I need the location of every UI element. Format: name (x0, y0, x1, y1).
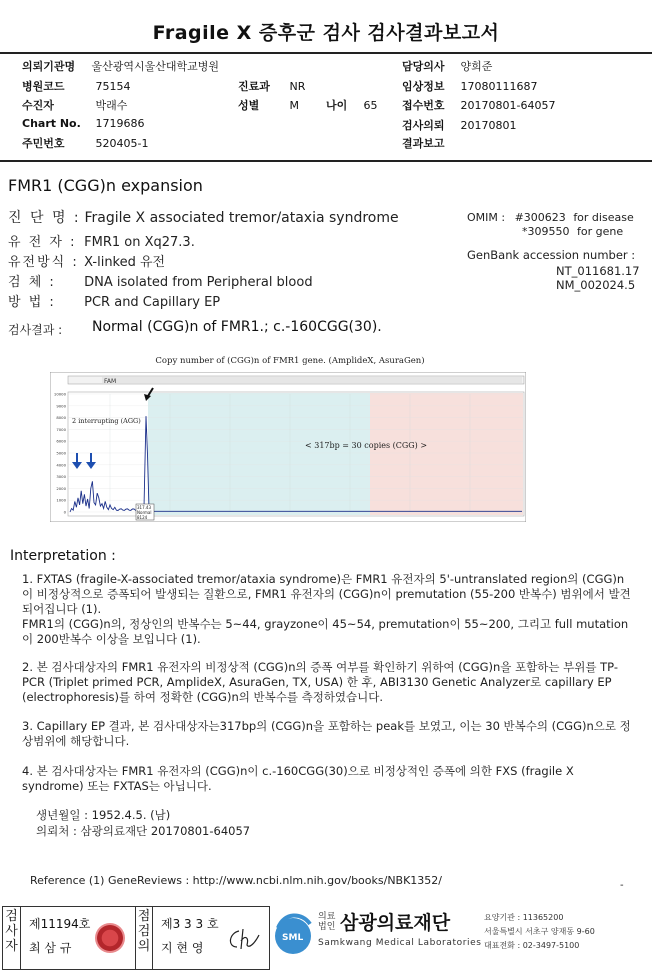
omim-disease (467, 211, 634, 224)
age-label: 나이 (326, 99, 348, 112)
header-dept (238, 78, 305, 94)
specimen-row (8, 271, 313, 290)
inheritance-row (8, 251, 165, 270)
interpretation-para-4 (22, 764, 634, 794)
org-phone: 대표전화 : 02-3497-5100 (484, 941, 580, 950)
chart-value: 1719686 (95, 117, 145, 130)
inheritance-value: X-linked 유전 (84, 255, 166, 270)
sex-value: M (289, 99, 299, 112)
interpretation-para-2 (22, 660, 634, 705)
header-doctor (402, 58, 492, 74)
genbank-nt: NT_011681.17 (556, 264, 640, 278)
org-name: 삼광의료재단 (340, 912, 451, 934)
institution-value: 울산광역시울산대학교병원 (91, 60, 220, 73)
header-clinical-info (402, 78, 537, 94)
sex-label: 성별 (238, 99, 260, 112)
section-title: FMR1 (CGG)n expansion (8, 176, 203, 195)
method-row (8, 291, 220, 310)
reviewer-label-char-1: 점 (137, 909, 151, 924)
omim-gene-id: *309550 (522, 225, 570, 238)
inspector-label-char-3: 자 (5, 939, 18, 954)
peak-label-bp: 317.43 (137, 505, 151, 510)
signature-box (2, 906, 270, 970)
clinical-info-value: 17080111687 (460, 80, 538, 93)
hospital-code-label: 병원코드 (22, 80, 65, 93)
reviewer-name: 지 현 영 (161, 941, 204, 955)
dept-value: NR (289, 80, 306, 93)
reviewer-signature-icon (225, 927, 261, 953)
inspector-license: 제11194호 (29, 917, 91, 931)
birth-date: 생년월일 : 1952.4.5. (남) (36, 808, 171, 822)
method-value: PCR and Capillary EP (84, 295, 221, 310)
inspector-seal-icon (95, 923, 125, 953)
y-tick-label: 1000 (56, 497, 66, 503)
reviewer-label-char-3: 의 (137, 939, 151, 954)
report-label: 결과보고 (402, 137, 445, 150)
y-tick-label: 7000 (56, 426, 66, 432)
gene-row (8, 231, 195, 250)
header-divider-bottom (0, 160, 652, 162)
interpretation-p3: 3. Capillary EP 결과, 본 검사대상자는317bp의 (CGG)n을 포함하는 peak를 보였고, 이는 30 반복수의 (CGG)n으로 정상범위에 해당합니다. (22, 719, 631, 748)
specimen-label: 검 체 : (8, 275, 56, 290)
y-tick-label: 0 (63, 509, 66, 515)
resident-label: 주민번호 (22, 137, 65, 150)
org-prefix-line-2: 법인 (318, 922, 336, 932)
institution-label: 의뢰기관명 (22, 60, 76, 73)
genbank-label: GenBank accession number : (467, 248, 636, 262)
diagnosis-row (8, 207, 399, 227)
interpretation-p1b: FMR1의 (CGG)n의, 정상인의 반복수는 5~44, grayzone이 45~54, premutation이 55~200, 그리고 full mutation이 200반복수 이상을 보입니다 (1). (22, 617, 629, 646)
specimen-value: DNA isolated from Peripheral blood (84, 275, 313, 290)
header-hospital-code (22, 78, 131, 94)
interpretation-p1a: 1. FXTAS (fragile-X-associated tremor/ataxia syndrome)은 FMR1 유전자의 5'-untranslated region의 (CGG)n 이 비정상적으로 증폭되어 발생되는 질환으로, FMR1 유전자의 (CGG)n이 premutation (55-200 반복수) 범위에서 발견되어집니다 (1). (22, 572, 631, 616)
recipient-label: 수진자 (22, 99, 54, 112)
fam-label: FAM (104, 378, 117, 385)
y-tick-label: 3000 (56, 474, 66, 480)
copies-annotation: < 317bp = 30 copies (CGG) > (305, 441, 428, 450)
org-prefix (318, 912, 335, 932)
page-mark: - (620, 880, 624, 891)
doctor-label: 담당의사 (402, 60, 445, 73)
omim-label: OMIM : (467, 211, 506, 224)
reviewer-label-char-2: 검 (137, 924, 151, 939)
y-tick-label: 2000 (56, 485, 66, 491)
receipt-value: 20170801-64057 (460, 99, 556, 112)
hospital-code-value: 75154 (95, 80, 131, 93)
y-tick-label: 8000 (56, 415, 66, 421)
header-receipt (402, 97, 555, 113)
result-value: Normal (CGG)n of FMR1.; c.-160CGG(30). (92, 319, 382, 335)
y-tick-label: 9000 (56, 403, 66, 409)
interpretation-para-3 (22, 719, 634, 749)
org-english: Samkwang Medical Laboratories (318, 938, 482, 948)
request-label: 검사의뢰 (402, 119, 445, 132)
doctor-value: 양희준 (460, 60, 493, 73)
org-code: 요양기관 : 11365200 (484, 913, 564, 922)
omim-gene (522, 225, 623, 238)
gene-value: FMR1 on Xq27.3. (84, 235, 195, 250)
inspector-name: 최 삼 규 (29, 941, 72, 955)
interpretation-p2: 2. 본 검사대상자의 FMR1 유전자의 비정상적 (CGG)n의 증폭 여부를 확인하기 위하여 (CGG)n을 포함하는 부위를 TP-PCR (Triplet primed PCR, AmplideX, AsuraGen, TX, USA) 한 후, ABI3130 Genetic Analyzer로 capillary EP (electrophoresis)를 하여 정확한 (CGG)n의 반복수를 측정하였습니다. (22, 660, 618, 704)
gene-label: 유 전 자 : (8, 235, 77, 250)
inspector-label-char-2: 사 (5, 924, 18, 939)
requester: 의뢰처 : 삼광의료재단 20170801-64057 (36, 824, 251, 838)
clinical-info-label: 임상정보 (402, 80, 445, 93)
age-value: 65 (363, 99, 378, 112)
resident-value: 520405-1 (95, 137, 149, 150)
header-divider-top (0, 52, 652, 54)
method-label: 방 법 : (8, 295, 56, 310)
org-address: 서울특별시 서초구 양재동 9-60 (484, 927, 595, 936)
interpretation-p4: 4. 본 검사대상자는 FMR1 유전자의 (CGG)n이 c.-160CGG(30)으로 비정상적인 증폭에 의한 FXS (fragile X syndrome) 또는 FXTAS는 아닙니다. (22, 764, 574, 793)
y-tick-label: 5000 (56, 450, 66, 456)
receipt-label: 접수번호 (402, 99, 445, 112)
header-institution (22, 58, 219, 74)
omim-gene-note: for gene (577, 225, 624, 238)
genbank-nm: NM_002024.5 (556, 278, 636, 292)
chart-title: Copy number of (CGG)n of FMR1 gene. (AmplideX, AsuraGen) (155, 356, 425, 366)
inspector-label-char-1: 검 (5, 909, 18, 924)
result-label: 검사결과 : (8, 323, 63, 337)
logo-sml-text: SML (282, 933, 304, 943)
dept-label: 진료과 (238, 80, 270, 93)
diagnosis-label: 진 단 명 : (8, 210, 81, 226)
premutation-range-region (370, 393, 523, 515)
interpretation-heading: Interpretation : (10, 548, 116, 564)
sml-logo-icon (270, 908, 316, 958)
peak-label-height: 8124 (137, 515, 148, 520)
org-prefix-line-1: 의료 (318, 912, 336, 922)
y-tick-label: 6000 (56, 438, 66, 444)
y-tick-label: 4000 (56, 462, 66, 468)
inspector-label (3, 907, 21, 969)
chart-ruler-bar (102, 377, 522, 383)
header-report (402, 135, 457, 151)
interpretation-para-1 (22, 572, 634, 647)
reference: Reference (1) GeneReviews : http://www.ncbi.nlm.nih.gov/books/NBK1352/ (30, 874, 443, 887)
header-resident (22, 135, 148, 151)
report-title: Fragile X 증후군 검사 검사결과보고서 (152, 22, 500, 44)
omim-disease-id: #300623 (514, 211, 566, 224)
recipient-value: 박래수 (95, 99, 128, 112)
electropherogram-chart (50, 372, 526, 522)
header-request (402, 117, 517, 133)
omim-disease-note: for disease (573, 211, 634, 224)
y-tick-label: 10000 (53, 391, 66, 397)
header-age (326, 97, 378, 113)
interrupt-annotation: 2 interrupting (AGG) (72, 417, 141, 425)
chart-label: Chart No. (22, 117, 81, 130)
diagnosis-value: Fragile X associated tremor/ataxia syndrome (84, 210, 399, 226)
header-sex (238, 97, 299, 113)
normal-range-region (148, 393, 370, 515)
reviewer-label (135, 907, 153, 969)
inheritance-label: 유전방식 : (8, 255, 79, 270)
reviewer-license: 제3 3 3 호 (161, 917, 219, 931)
request-value: 20170801 (460, 119, 517, 132)
peak-label-normal: Normal (137, 510, 152, 515)
header-chart (22, 117, 145, 130)
header-recipient (22, 97, 127, 113)
